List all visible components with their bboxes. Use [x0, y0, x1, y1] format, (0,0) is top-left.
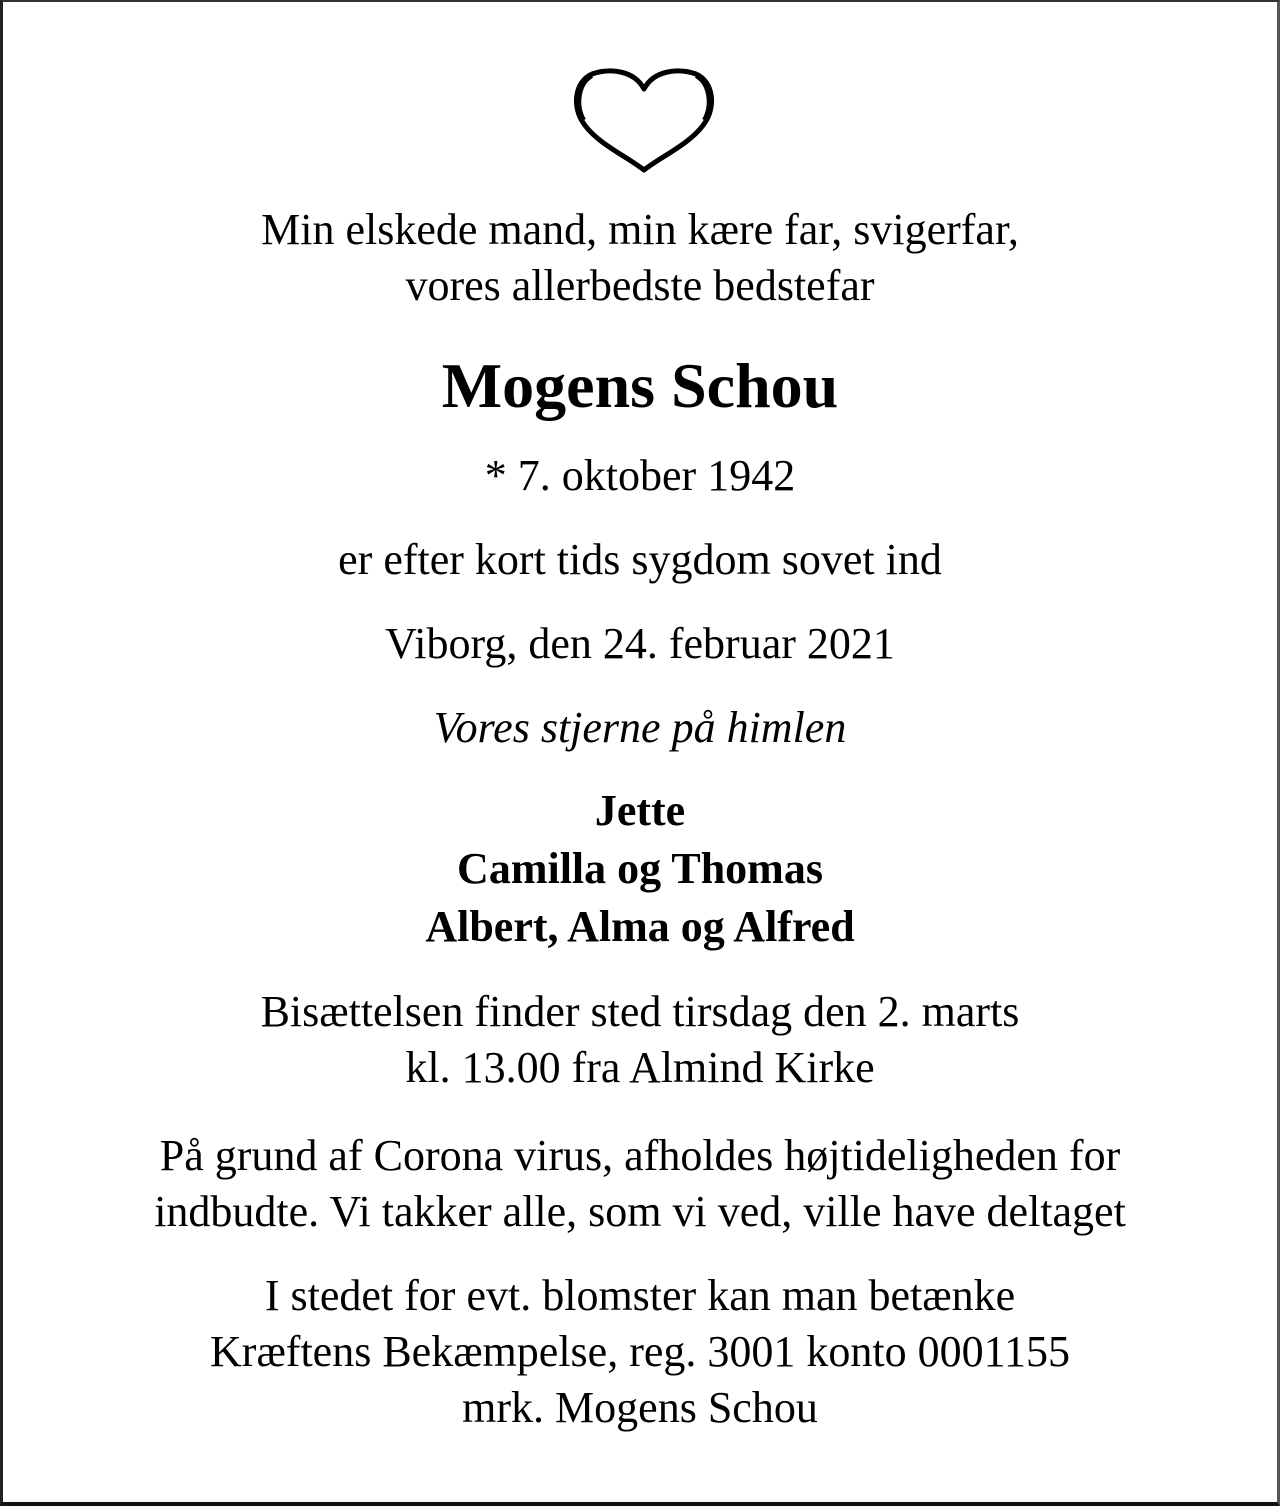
- family-line-1: Jette: [594, 786, 686, 835]
- corona-line-2: indbudte. Vi takker alle, som vi ved, ville have deltaget: [154, 1187, 1126, 1236]
- donation-info: [3, 1268, 1277, 1436]
- intro-line-1: Min elskede mand, min kære far, svigerfar,: [261, 205, 1019, 254]
- birth-date: * 7. oktober 1942: [484, 451, 796, 500]
- family-signatures: [3, 782, 1277, 956]
- corona-notice: [3, 1128, 1277, 1240]
- donation-line-3: mrk. Mogens Schou: [462, 1383, 818, 1432]
- donation-line-2: Kræftens Bekæmpelse, reg. 3001 konto 0001155: [210, 1327, 1070, 1376]
- funeral-line-1: Bisættelsen finder sted tirsdag den 2. marts: [260, 987, 1020, 1036]
- deceased-name: Mogens Schou: [441, 350, 839, 421]
- place-date: Viborg, den 24. februar 2021: [385, 619, 895, 668]
- funeral-info: [3, 984, 1277, 1096]
- intro-line-2: vores allerbedste bedstefar: [405, 261, 875, 310]
- passing-text: er efter kort tids sygdom sovet ind: [338, 535, 942, 584]
- family-line-2: Camilla og Thomas: [457, 844, 823, 893]
- motto: Vores stjerne på himlen: [433, 703, 847, 752]
- funeral-line-2: kl. 13.00 fra Almind Kirke: [405, 1043, 875, 1092]
- heart-icon: [570, 64, 718, 174]
- corona-line-1: På grund af Corona virus, afholdes højtideligheden for: [159, 1131, 1121, 1180]
- intro-text: [3, 202, 1277, 314]
- family-line-3: Albert, Alma og Alfred: [425, 902, 855, 951]
- donation-line-1: I stedet for evt. blomster kan man betænke: [264, 1271, 1016, 1320]
